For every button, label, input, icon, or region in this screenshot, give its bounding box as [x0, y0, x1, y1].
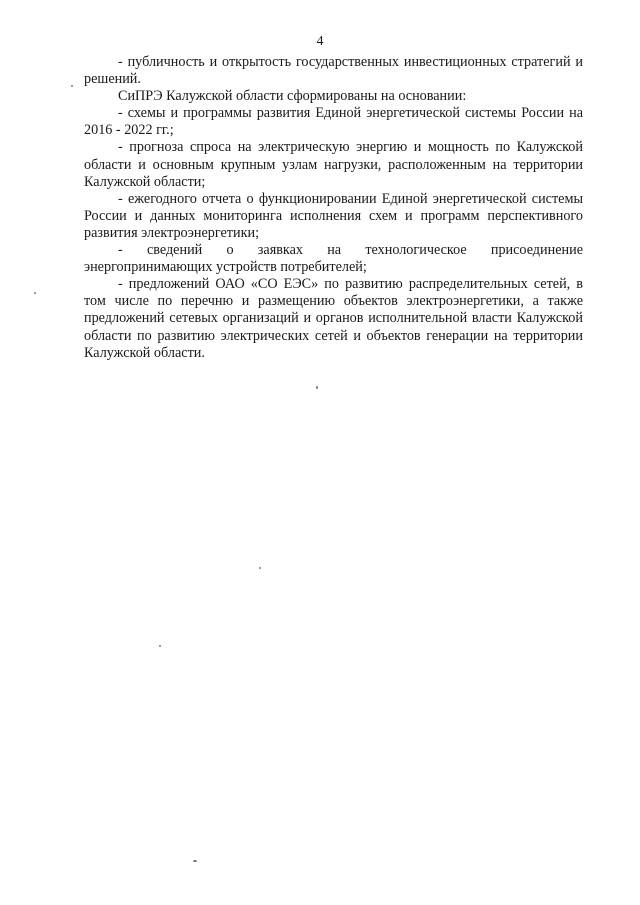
paragraph-demand-forecast: - прогноза спроса на электрическую энергию и мощность по Калужской области и основным крупным узлам нагрузки, расположенным на территории Калужской области;: [84, 139, 583, 190]
scan-speck: [193, 860, 197, 862]
scan-speck: [316, 386, 318, 389]
paragraph-annual-report: - ежегодного отчета о функционировании Единой энергетической системы России и данных мониторинга исполнения схем и программ перспективного развития электроэнергетики;: [84, 190, 583, 241]
scan-speck: [34, 292, 36, 294]
paragraph-basis-intro: СиПРЭ Калужской области сформированы на основании:: [118, 88, 467, 105]
scan-speck: [159, 645, 161, 647]
page-number: 4: [316, 34, 324, 49]
document-body: [84, 54, 583, 362]
paragraph-ues-scheme: - схемы и программы развития Единой энергетической системы России на 2016 - 2022 гг.;: [84, 105, 583, 139]
paragraph-connection-requests: - сведений о заявках на технологическое присоединение энергопринимающих устройств потребителей;: [84, 242, 583, 276]
scan-speck: [71, 85, 73, 87]
scan-speck: [259, 567, 261, 569]
paragraph-publicity: - публичность и открытость государственных инвестиционных стратегий и решений.: [84, 54, 583, 88]
paragraph-so-ups-proposals: - предложений ОАО «СО ЕЭС» по развитию распределительных сетей, в том числе по перечню и размещению объектов электроэнергетики, а также предложений сетевых организаций и органов исполнительной власти Калужской области по развитию электрических сетей и объектов генерации на территории Калужской области.: [84, 276, 583, 361]
